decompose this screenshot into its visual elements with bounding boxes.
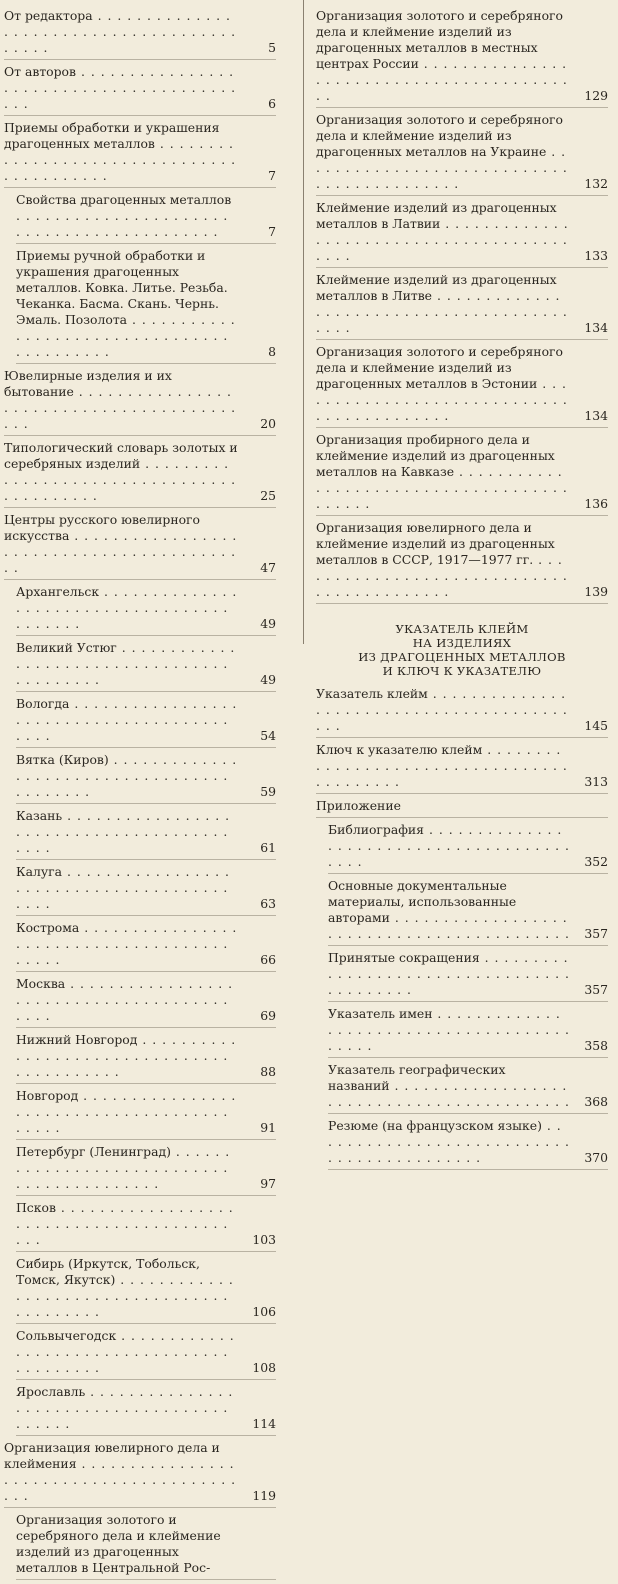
toc-entry-title: От редактора . . . [4, 8, 238, 56]
toc-entry[interactable] [328, 1006, 608, 1058]
toc-entry[interactable] [16, 248, 276, 364]
column-divider [303, 0, 304, 644]
toc-left-column [4, 8, 276, 1584]
toc-entry[interactable] [316, 8, 608, 108]
toc-entry[interactable] [16, 192, 276, 244]
toc-entry-page: 49 [247, 616, 276, 632]
toc-entry-page: 7 [247, 224, 276, 240]
toc-entry[interactable] [328, 950, 608, 1002]
toc-entry[interactable] [316, 272, 608, 340]
toc-entry-page: 134 [579, 320, 608, 336]
toc-entry[interactable] [328, 1118, 608, 1170]
toc-entry-page: 91 [247, 1120, 276, 1136]
toc-entry-title: Организация ювелирного дела и клеймения . . . [4, 1440, 238, 1504]
toc-entry[interactable] [4, 1440, 276, 1508]
toc-entry-title: Свойства драгоценных металлов . . . [16, 192, 238, 240]
toc-entry-page: 108 [247, 1360, 276, 1376]
toc-entry-page: 119 [247, 1488, 276, 1504]
toc-entry-page: 59 [247, 784, 276, 800]
toc-entry[interactable] [4, 120, 276, 188]
toc-entry-title: Приемы ручной обработки и украшения драгоценных металлов. Ковка. Литье. Резьба. Чеканка. Басма. Скань. Чернь. Эмаль. Позолота . . . [16, 248, 238, 360]
toc-entry-title: Ювелирные изделия и их бытование . . . [4, 368, 238, 432]
toc-entry[interactable] [16, 1256, 276, 1324]
toc-entry-title: Кострома . . . [16, 920, 238, 968]
toc-entry-title: Указатель имен . . . [328, 1006, 570, 1054]
toc-entry-page: 357 [579, 926, 608, 942]
toc-entry-title: От авторов . . . [4, 64, 238, 112]
toc-entry[interactable] [16, 808, 276, 860]
toc-entry-title: Библиография . . . [328, 822, 570, 870]
toc-entry-title: Организация золотого и серебряного дела и клеймение изделий из драгоценных металлов на Украине . . . [316, 112, 570, 192]
toc-entry-page: 66 [247, 952, 276, 968]
toc-entry[interactable] [316, 742, 608, 794]
toc-entry-title: Указатель клейм . . . [316, 686, 570, 734]
toc-entry[interactable] [16, 1384, 276, 1436]
section-heading [316, 622, 608, 678]
toc-entry[interactable] [16, 864, 276, 916]
toc-entry-page: 5 [247, 40, 276, 56]
toc-entry[interactable] [316, 200, 608, 268]
toc-entry-title: Типологический словарь золотых и серебряных изделий . . . [4, 440, 238, 504]
toc-right-entries [316, 8, 608, 604]
toc-entry-title: Центры русского ювелирного искусства . . . [4, 512, 238, 576]
toc-entry[interactable] [16, 1144, 276, 1196]
toc-entry[interactable] [4, 368, 276, 436]
toc-entry-title: Сольвычегодск . . . [16, 1328, 238, 1376]
toc-entry-page: 20 [247, 416, 276, 432]
toc-entry-title: Казань . . . [16, 808, 238, 856]
toc-entry-page: 8 [247, 344, 276, 360]
toc-entry-page: 129 [579, 88, 608, 104]
toc-entry-title: Великий Устюг . . . [16, 640, 238, 688]
appendix-entries [316, 822, 608, 1170]
toc-entry-page: 61 [247, 840, 276, 856]
toc-entry-page: 114 [247, 1416, 276, 1432]
toc-entry[interactable] [16, 920, 276, 972]
toc-entry-page: 134 [579, 408, 608, 424]
toc-entry[interactable] [328, 1062, 608, 1114]
section-heading-line-2: НА ИЗДЕЛИЯХ [412, 636, 512, 650]
toc-entry-page: 358 [579, 1038, 608, 1054]
toc-entry-title: Вологда . . . [16, 696, 238, 744]
toc-entry-page: 103 [247, 1232, 276, 1248]
toc-entry-title: Нижний Новгород . . . [16, 1032, 238, 1080]
toc-entry[interactable] [316, 686, 608, 738]
toc-entry-title: Архангельск . . . [16, 584, 238, 632]
toc-right-column [316, 8, 608, 1174]
toc-entry-title: Принятые сокращения . . . [328, 950, 570, 998]
toc-entry[interactable] [316, 112, 608, 196]
toc-entry-title: Ярославль . . . [16, 1384, 238, 1432]
toc-entry-title: Вятка (Киров) . . . [16, 752, 238, 800]
toc-entry[interactable] [328, 878, 608, 946]
toc-entry[interactable] [4, 512, 276, 580]
toc-entry-title: Организация золотого и серебряного дела и клеймение изделий из драгоценных металлов в Эстонии . . . [316, 344, 570, 424]
toc-entry-page: 97 [247, 1176, 276, 1192]
toc-entry[interactable] [4, 64, 276, 116]
toc-entry-page: 106 [247, 1304, 276, 1320]
toc-entry[interactable] [316, 432, 608, 516]
toc-entry-title: Клеймение изделий из драгоценных металлов в Латвии . . . [316, 200, 570, 264]
toc-entry[interactable] [16, 1512, 276, 1580]
toc-entry-title: Клеймение изделий из драгоценных металлов в Литве . . . [316, 272, 570, 336]
toc-entry[interactable] [16, 752, 276, 804]
toc-entry-page: 25 [247, 488, 276, 504]
toc-entry-page: 63 [247, 896, 276, 912]
toc-entry-page: 132 [579, 176, 608, 192]
toc-entry[interactable] [16, 976, 276, 1028]
toc-entry[interactable] [328, 822, 608, 874]
toc-entry-title: Указатель географических названий . . . [328, 1062, 570, 1110]
toc-entry-title: Организация золотого и серебряного дела и клеймение изделий из драгоценных металлов в местных центрах России . . . [316, 8, 570, 104]
toc-entry-title: Петербург (Ленинград) . . . [16, 1144, 238, 1192]
toc-entry[interactable] [4, 440, 276, 508]
appendix-label: Приложение [316, 798, 608, 818]
section-heading-line-1: УКАЗАТЕЛЬ КЛЕЙМ [395, 622, 529, 636]
toc-entry-page: 7 [247, 168, 276, 184]
toc-entry-title: Основные документальные материалы, использованные авторами . . . [328, 878, 570, 942]
toc-entry-page: 133 [579, 248, 608, 264]
toc-entry-title: Новгород . . . [16, 1088, 238, 1136]
toc-entry-page: 88 [247, 1064, 276, 1080]
toc-entry-page: 54 [247, 728, 276, 744]
toc-entry-page: 6 [247, 96, 276, 112]
toc-entry[interactable] [316, 520, 608, 604]
toc-entry-page: 49 [247, 672, 276, 688]
toc-entry-page: 136 [579, 496, 608, 512]
section-heading-line-3: ИЗ ДРАГОЦЕННЫХ МЕТАЛЛОВ [358, 650, 566, 664]
toc-entry-page: 47 [247, 560, 276, 576]
toc-entry-title: Приемы обработки и украшения драгоценных металлов . . . [4, 120, 238, 184]
toc-entry-page: 313 [579, 774, 608, 790]
toc-entry-page: 69 [247, 1008, 276, 1024]
toc-entry-title: Псков . . . [16, 1200, 238, 1248]
toc-entry-title: Москва . . . [16, 976, 238, 1024]
toc-entry-title: Организация пробирного дела и клеймение изделий из драгоценных металлов на Кавказе . . . [316, 432, 570, 512]
toc-entry[interactable] [16, 1328, 276, 1380]
toc-index-entries [316, 686, 608, 794]
toc-entry-title: Сибирь (Иркутск, Тобольск, Томск, Якутск) . . . [16, 1256, 238, 1320]
toc-entry-page: 368 [579, 1094, 608, 1110]
toc-entry[interactable] [16, 696, 276, 748]
toc-entry-page: 357 [579, 982, 608, 998]
toc-entry[interactable] [16, 1088, 276, 1140]
toc-entry[interactable] [16, 1200, 276, 1252]
toc-entry[interactable] [16, 640, 276, 692]
toc-entry-page: 145 [579, 718, 608, 734]
toc-entry-page: 352 [579, 854, 608, 870]
toc-entry[interactable] [4, 8, 276, 60]
toc-entry-title: Резюме (на французском языке) . . . [328, 1118, 570, 1166]
toc-entry-page: 370 [579, 1150, 608, 1166]
toc-entry-page: 139 [579, 584, 608, 600]
toc-entry-title: Ключ к указателю клейм . . . [316, 742, 570, 790]
toc-entry-title: Калуга . . . [16, 864, 238, 912]
toc-entry[interactable] [16, 1032, 276, 1084]
section-heading-line-4: И КЛЮЧ К УКАЗАТЕЛЮ [382, 664, 542, 678]
toc-entry[interactable] [316, 344, 608, 428]
toc-entry[interactable] [16, 584, 276, 636]
toc-entry-title: Организация золотого и серебряного дела и клеймение изделий из драгоценных металлов в Центральной Рос- [16, 1512, 221, 1575]
toc-entry-title: Организация ювелирного дела и клеймение изделий из драгоценных металлов в СССР, 1917—1977 гг. . . . [316, 520, 570, 600]
